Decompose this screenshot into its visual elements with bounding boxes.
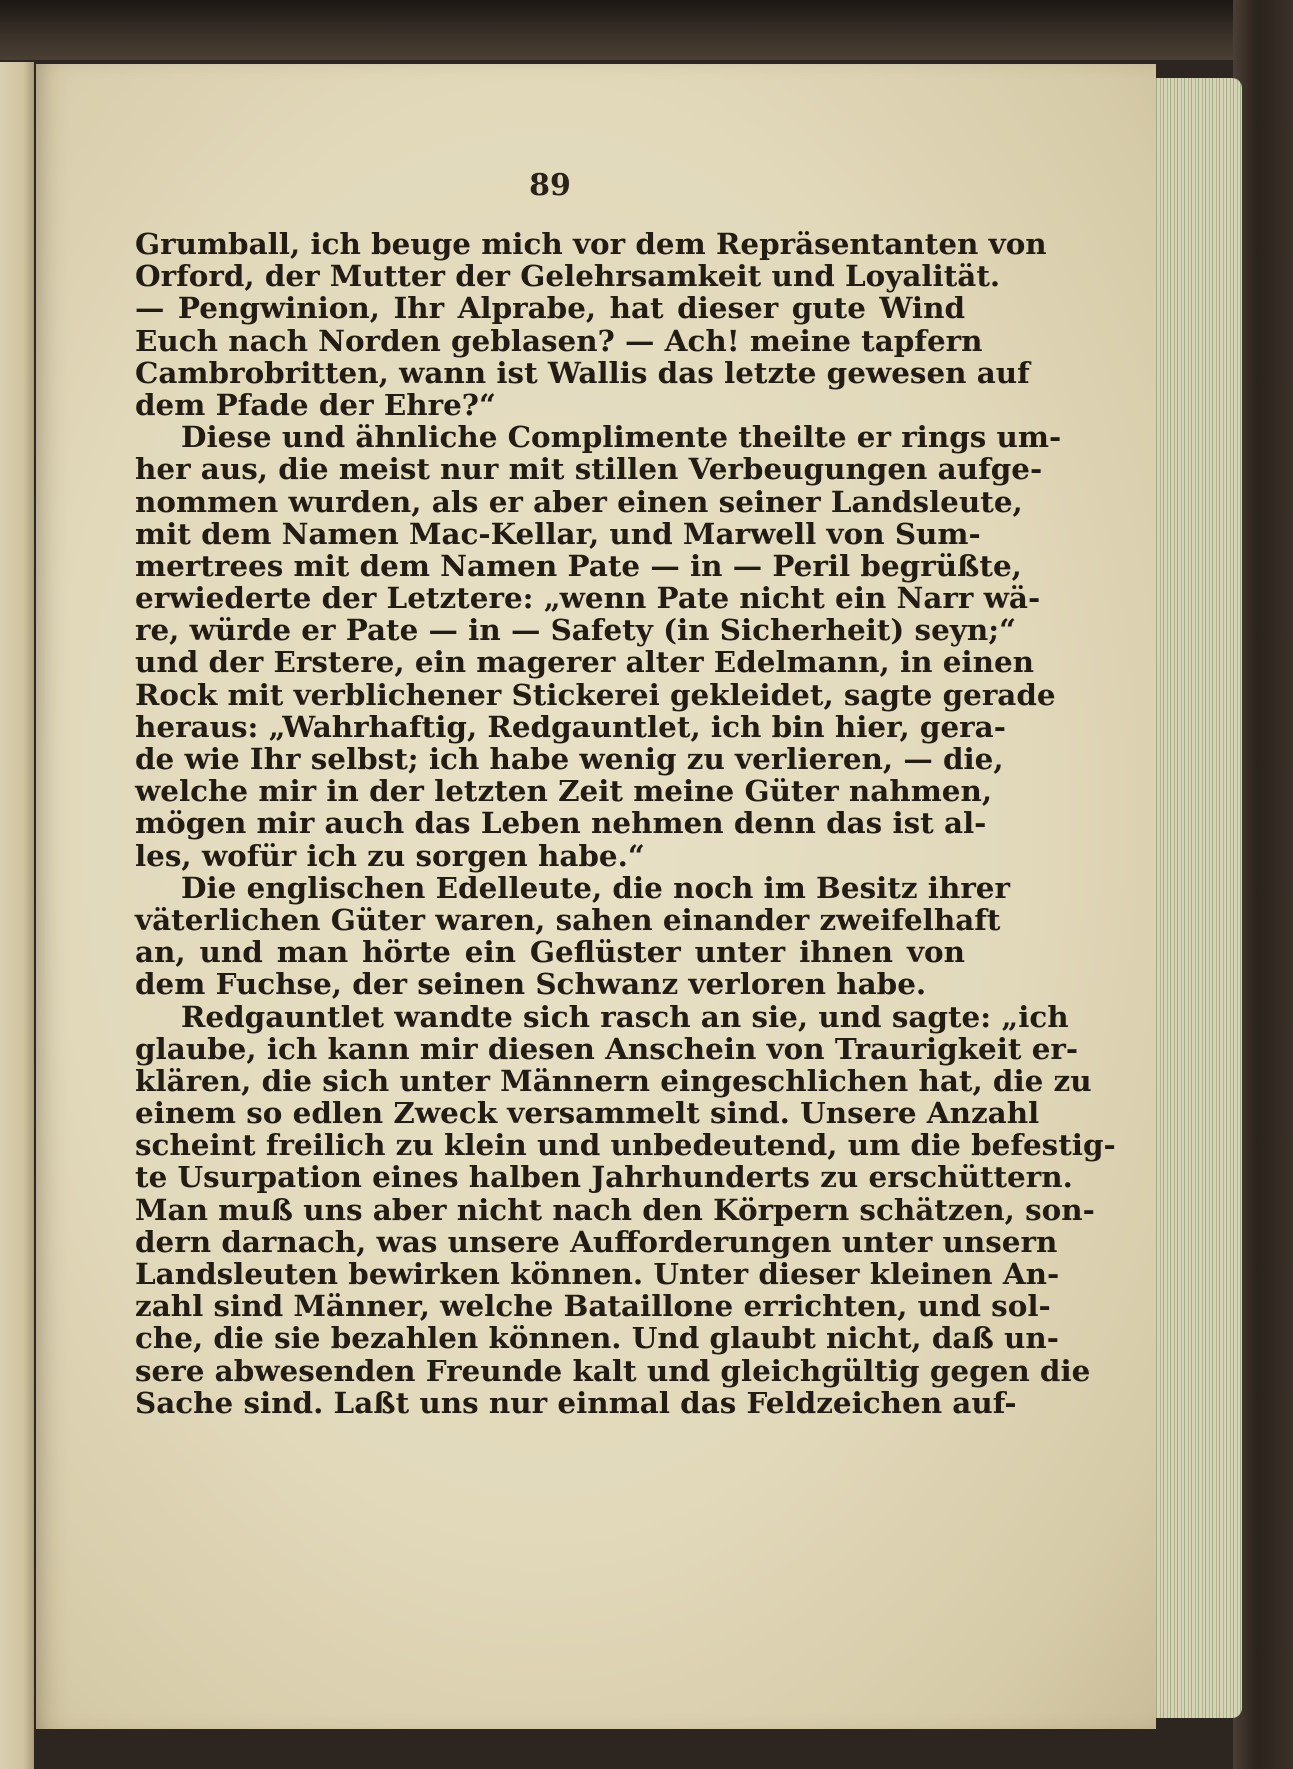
text-line: re, würde er Pate — in — Safety (in Sicherheit) seyn;“ — [135, 612, 1016, 648]
body-text — [135, 226, 1116, 1420]
text-line: Euch nach Norden geblasen? — Ach! meine tapfern — [135, 322, 983, 358]
text-line: Diese und ähnliche Complimente theilte er rings um- — [181, 419, 1062, 455]
text-line: Man muß uns aber nicht nach den Körpern schätzen, son- — [135, 1191, 1095, 1227]
text-line: dern darnach, was unsere Aufforderungen unter unsern — [135, 1223, 1058, 1259]
text-line: mit dem Namen Mac-Kellar, und Marwell von Sum- — [135, 515, 981, 551]
text-line: scheint freilich zu klein und unbedeutend, um die befestig- — [135, 1127, 1116, 1163]
previous-page-edge — [0, 62, 34, 1769]
text-line: Sache sind. Laßt uns nur einmal das Feldzeichen auf- — [135, 1384, 1017, 1420]
text-line: Orford, der Mutter der Gelehrsamkeit und Loyalität. — [135, 258, 1001, 294]
text-line: welche mir in der letzten Zeit meine Güter nahmen, — [135, 773, 993, 809]
book-cover-right — [1233, 0, 1293, 1769]
text-line: dem Fuchse, der seinen Schwanz verloren habe. — [135, 966, 927, 1002]
text-line: Redgauntlet wandte sich rasch an sie, und sagte: „ich — [181, 998, 1069, 1034]
text-line: Die englischen Edelleute, die noch im Besitz ihrer — [181, 869, 1010, 905]
book-cover-top — [0, 0, 1293, 60]
text-line: glaube, ich kann mir diesen Anschein von Traurigkeit er- — [135, 1030, 1079, 1066]
text-line: Grumball, ich beuge mich vor dem Repräsentanten von — [135, 226, 1047, 261]
text-line: de wie Ihr selbst; ich habe wenig zu verlieren, — die, — [135, 741, 1004, 776]
page-edges — [1150, 78, 1242, 1718]
text-line: her aus, die meist nur mit stillen Verbeugungen aufge- — [135, 451, 1043, 487]
text-line: klären, die sich unter Männern eingeschlichen hat, die zu — [135, 1062, 1092, 1098]
text-line: Cambrobritten, wann ist Wallis das letzte gewesen auf — [135, 354, 1030, 390]
text-line: te Usurpation eines halben Jahrhunderts zu erschüttern. — [135, 1159, 1073, 1195]
page-number: 89 — [529, 168, 571, 203]
text-line: mögen mir auch das Leben nehmen denn das ist al- — [135, 805, 987, 841]
text-line: mertrees mit dem Namen Pate — in — Peril begrüßte, — [135, 547, 1022, 583]
text-line: — Pengwinion, Ihr Alprabe, hat dieser gute Wind — [135, 290, 965, 326]
text-line: Rock mit verblichener Stickerei gekleidet, sagte gerade — [135, 676, 1056, 712]
text-line: dem Pfade der Ehre?“ — [135, 386, 496, 422]
text-line: che, die sie bezahlen können. Und glaubt nicht, daß un- — [135, 1320, 1059, 1356]
text-line: les, wofür ich zu sorgen habe.“ — [135, 837, 645, 873]
text-line: Landsleuten bewirken können. Unter dieser kleinen An- — [135, 1256, 1060, 1291]
text-line: einem so edlen Zweck versammelt sind. Unsere Anzahl — [135, 1095, 1040, 1131]
text-line: nommen wurden, als er aber einen seiner Landsleute, — [135, 483, 1023, 519]
text-line: zahl sind Männer, welche Bataillone errichten, und sol- — [135, 1288, 1051, 1324]
text-line: erwiederte der Letztere: „wenn Pate nicht ein Narr wä- — [135, 580, 1041, 616]
text-line: väterlichen Güter waren, sahen einander zweifelhaft — [135, 901, 1001, 937]
text-line: heraus: „Wahrhaftig, Redgauntlet, ich bin hier, gera- — [135, 708, 1006, 744]
text-line: und der Erstere, ein magerer alter Edelmann, in einen — [135, 644, 1035, 680]
text-line: sere abwesenden Freunde kalt und gleichgültig gegen die — [135, 1352, 1091, 1388]
text-line: an, und man hörte ein Geflüster unter ihnen von — [135, 934, 965, 970]
